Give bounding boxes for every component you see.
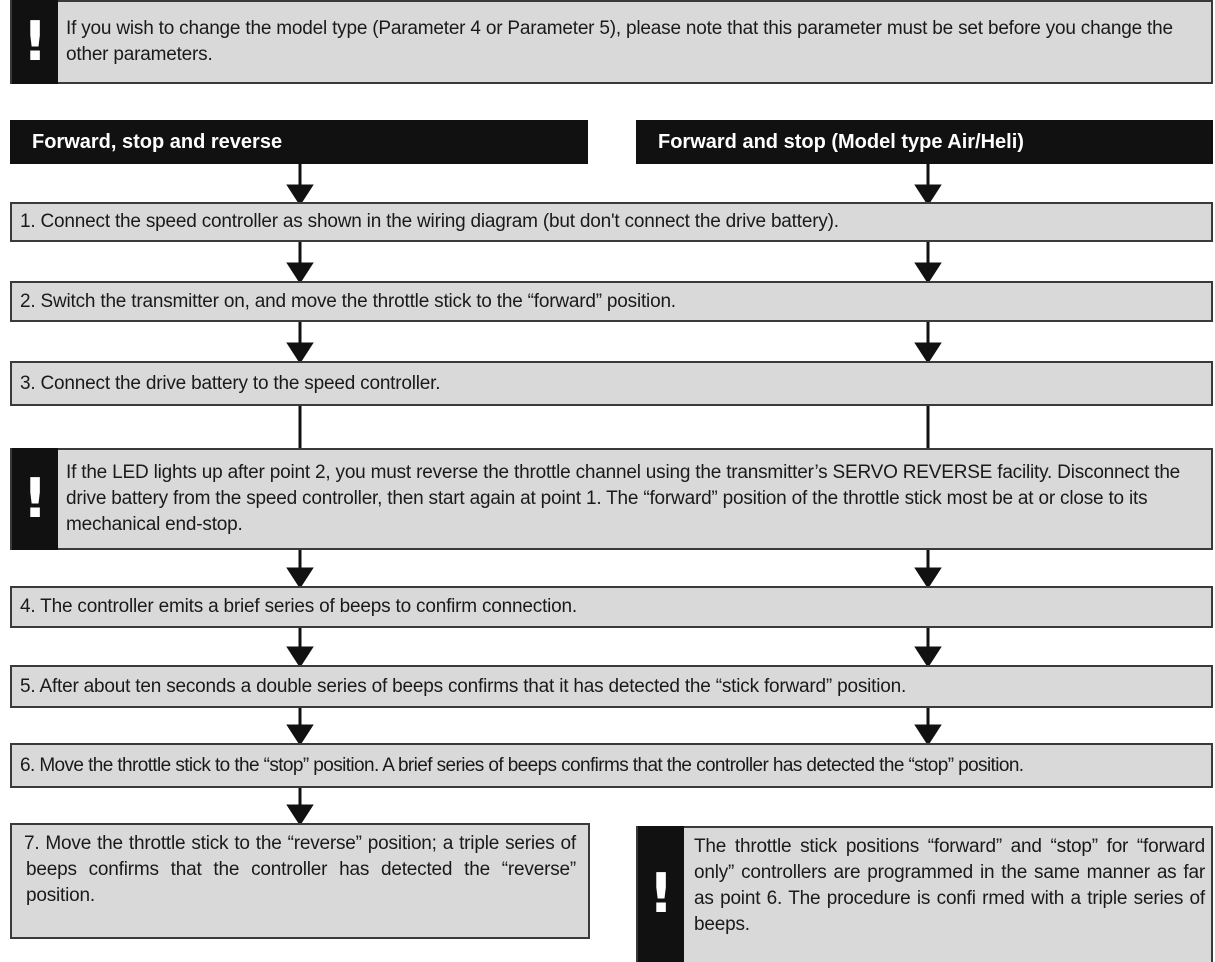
- step-1: [10, 202, 1213, 242]
- step-6-text: 6. Move the throttle stick to the “stop” position. A brief series of beeps confirms that the controller has detected the “stop” position.: [20, 754, 1024, 776]
- forward-only-note-text: The throttle stick positions “forward” and “stop” for “forward only” controllers are programmed in the same manner as far as point 6. The procedure is confi rmed with a triple series of beeps.: [694, 836, 1205, 935]
- step-2: [10, 281, 1213, 322]
- step-6: [10, 743, 1213, 788]
- led-note-text: If the LED lights up after point 2, you must reverse the throttle channel using the transmitter’s SERVO REVERSE facility. Disconnect the drive battery from the speed controller, then start again at point 1. The “forward” position of the throttle stick most be at or close to its mechanical end-stop.: [66, 462, 1181, 535]
- exclamation-icon: !: [12, 0, 58, 84]
- step-3: [10, 361, 1213, 406]
- header-left-label: Forward, stop and reverse: [32, 130, 283, 153]
- step-5: [10, 665, 1213, 708]
- step-4-text: 4. The controller emits a brief series of beeps to confirm connection.: [20, 596, 577, 617]
- header-right-label: Forward and stop (Model type Air/Heli): [658, 130, 1024, 153]
- forward-only-note: [636, 826, 1213, 962]
- step-2-text: 2. Switch the transmitter on, and move the throttle stick to the “forward” position.: [20, 290, 676, 312]
- step-1-text: 1. Connect the speed controller as shown in the wiring diagram (but don't connect the drive battery).: [20, 211, 839, 232]
- step-7: [10, 823, 590, 939]
- top-note-text: If you wish to change the model type (Parameter 4 or Parameter 5), please note that this parameter must be set before you change the other parameters.: [66, 18, 1173, 65]
- step-5-text: 5. After about ten seconds a double series of beeps confirms that it has detected the “stick forward” position.: [20, 675, 907, 697]
- step-7-text: 7. Move the throttle stick to the “reverse” position; a triple series of beeps confirms that the controller has detected the “reverse” position.: [24, 833, 576, 906]
- exclamation-icon: !: [638, 826, 684, 962]
- exclamation-icon: !: [12, 448, 58, 550]
- step-4: [10, 586, 1213, 628]
- led-warning-note: [10, 448, 1213, 550]
- step-3-text: 3. Connect the drive battery to the speed controller.: [20, 372, 441, 394]
